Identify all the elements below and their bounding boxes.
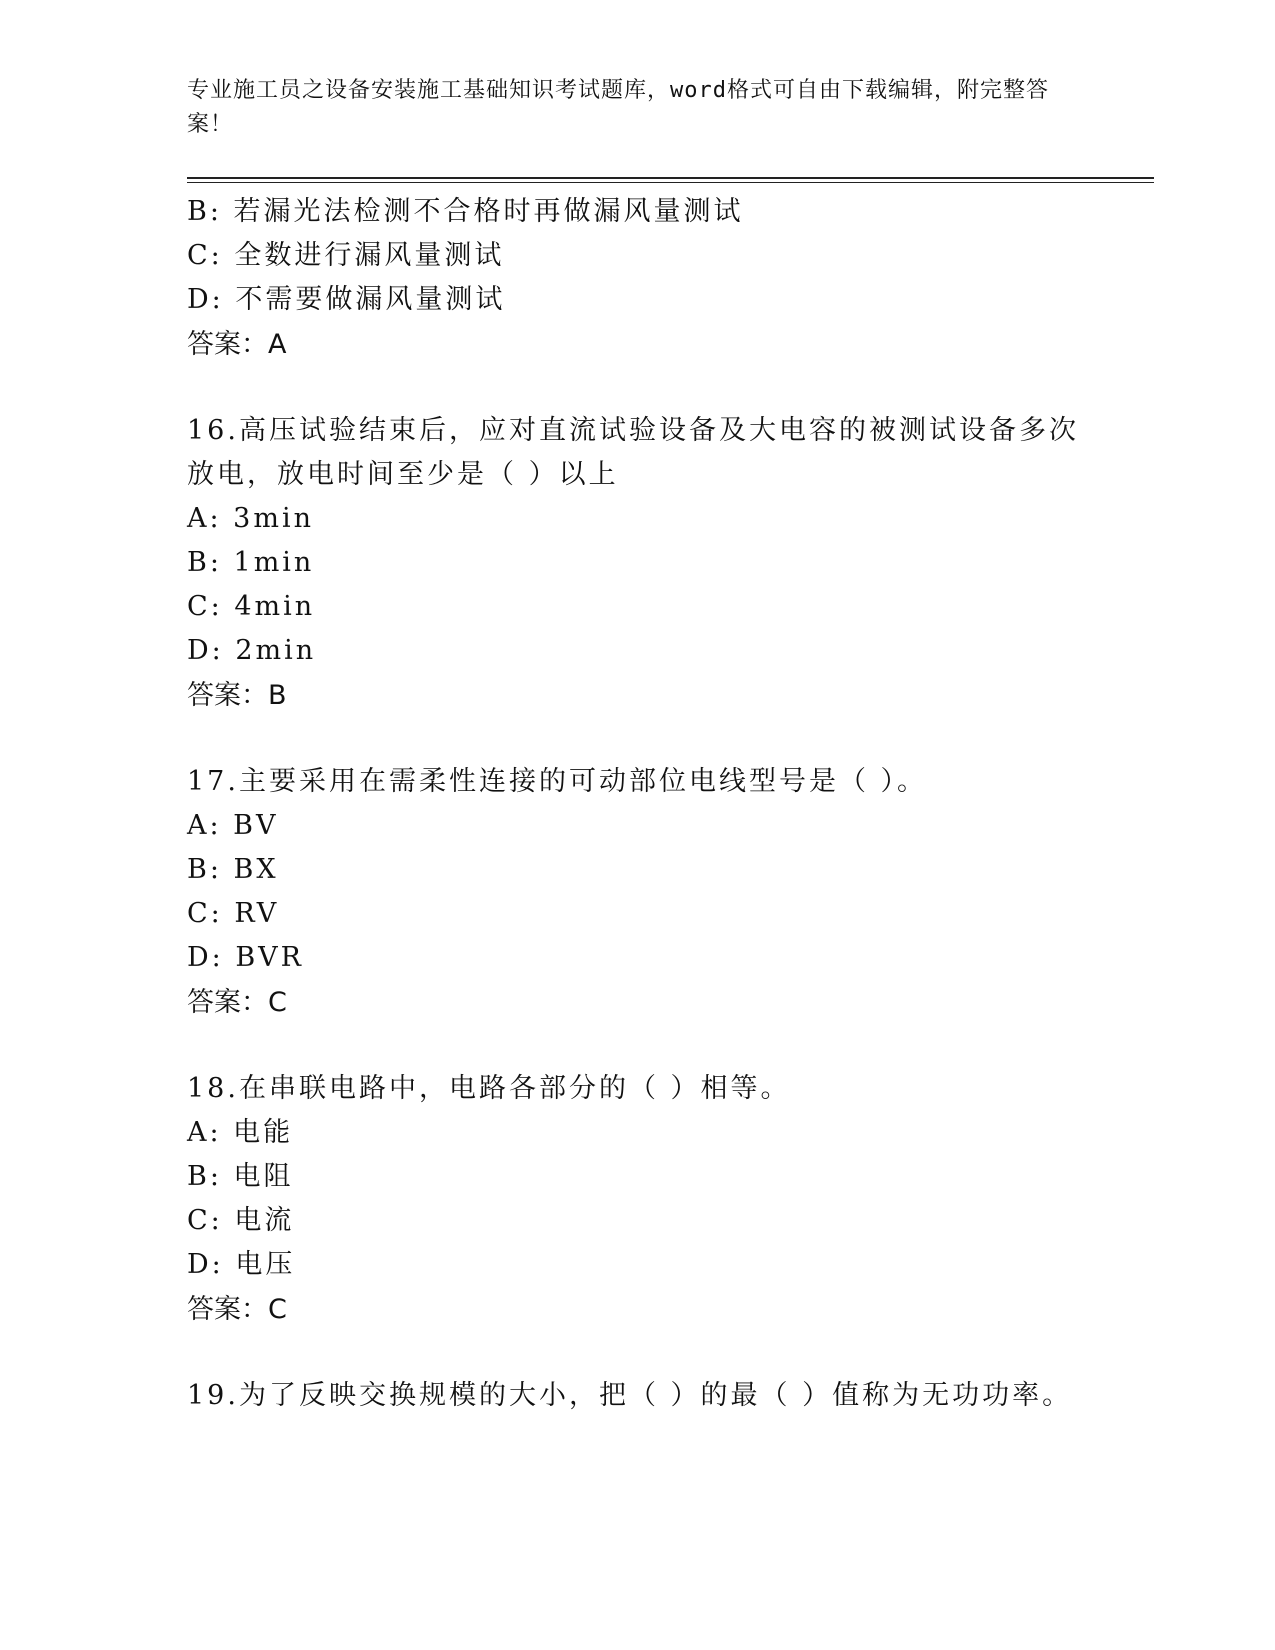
- answer: 答案：C: [187, 1294, 287, 1325]
- option-c: C: RV: [187, 898, 280, 929]
- option-b: B: 电阻: [187, 1161, 294, 1192]
- question-15-partial: [187, 190, 1087, 368]
- answer: 答案：A: [187, 329, 287, 360]
- option-a: A: 3min: [187, 503, 314, 534]
- answer: 答案：B: [187, 680, 287, 711]
- document-header: 专业施工员之设备安装施工基础知识考试题库，word格式可自由下载编辑，附完整答案！: [187, 78, 1049, 137]
- option-d: D: 不需要做漏风量测试: [187, 284, 506, 315]
- option-a: A: BV: [187, 810, 279, 841]
- option-d: D: 2min: [187, 635, 317, 666]
- header-divider-thin: [187, 182, 1154, 183]
- option-b: B: 1min: [187, 547, 315, 578]
- question-text: 19.为了反映交换规模的大小，把（ ）的最（ ）值称为无功功率。: [187, 1380, 1073, 1411]
- question-18: [187, 1067, 1087, 1333]
- question-16: [187, 409, 1087, 719]
- option-b: B: BX: [187, 854, 279, 885]
- question-19: [187, 1374, 1087, 1418]
- option-c: C: 电流: [187, 1205, 295, 1236]
- question-list: [187, 190, 1087, 1418]
- question-text: 18.在串联电路中，电路各部分的（ ）相等。: [187, 1073, 791, 1104]
- header-divider: [187, 177, 1154, 179]
- option-a: A: 电能: [187, 1117, 294, 1148]
- option-b: B: 若漏光法检测不合格时再做漏风量测试: [187, 196, 744, 227]
- question-17: [187, 760, 1087, 1026]
- question-text: 16.高压试验结束后，应对直流试验设备及大电容的被测试设备多次放电，放电时间至少是（ ）以上: [187, 415, 1079, 490]
- question-text: 17.主要采用在需柔性连接的可动部位电线型号是（ ）。: [187, 766, 928, 797]
- option-d: D: BVR: [187, 942, 304, 973]
- option-c: C: 4min: [187, 591, 316, 622]
- option-d: D: 电压: [187, 1249, 296, 1280]
- option-c: C: 全数进行漏风量测试: [187, 240, 505, 271]
- answer: 答案：C: [187, 987, 287, 1018]
